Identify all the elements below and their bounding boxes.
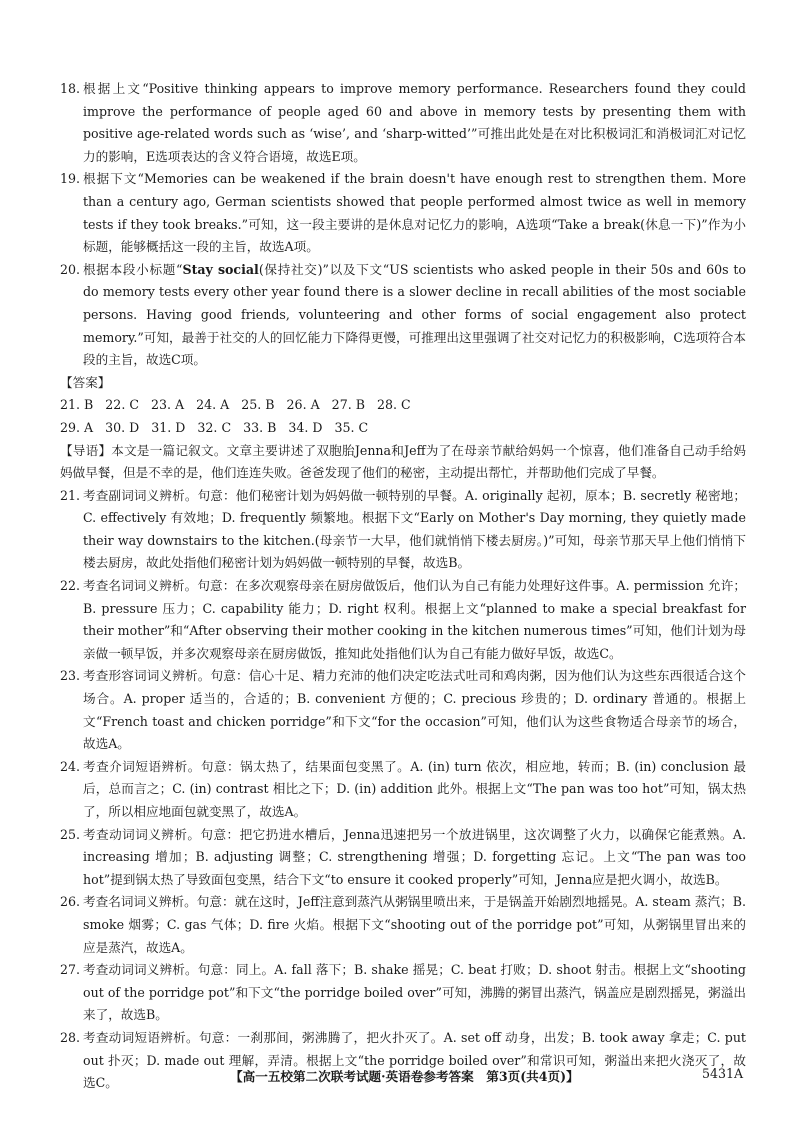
item-number: 18. (60, 81, 81, 96)
item-number: 28. (60, 1029, 81, 1045)
explanation-item (60, 756, 746, 824)
item-number: 27. (60, 962, 81, 978)
item-number: 23. (60, 668, 81, 684)
answer-row: 29. A 30. D 31. D 32. C 33. B 34. D 35. C (60, 419, 369, 435)
item-number: 21. (60, 487, 81, 503)
explanation-item-20 (60, 259, 746, 372)
item-text: 根据下文“Memories can be weakened if the brain doesn't have enough rest to strengthen them. More than a century ago, German scientists showed that people performed almost twice as well in memory tests if they took breaks.”可知，这一段主要讲的是休息对记忆力的影响，A选项“Take a break(休息一下)”作为小标题，能够概括这一段的主旨，故选A项。 (83, 171, 746, 255)
item-text: 考查形容词词义辨析。句意：信心十足、精力充沛的他们决定吃法式吐司和鸡肉粥，因为他们认为这些东西很适合这个场合。A. proper 适当的，合适的；B. convenient 方便的；C. precious 珍贵的；D. ordinary 普通的。根据上文“French toast and chicken porridge”和下文“for the occasion”可知，他们认为这些食物适合母亲节的场合，故选A。 (83, 668, 746, 752)
explanation-item (60, 824, 746, 892)
item-text: 考查动词短语辨析。句意：一刹那间，粥沸腾了，把火扑灭了。A. set off 动身，出发；B. took away 拿走；C. put out 扑灭；D. made out 理解，弄清。根据上文“the porridge boiled over”和常识可知，粥溢出来把火浇灭了，故选C。 (83, 1029, 746, 1091)
item-text: 考查动词词义辨析。句意：把它扔进水槽后，Jenna迅速把另一个放进锅里，这次调整了火力，以确保它能煮熟。A. increasing 增加；B. adjusting 调整；C. strengthening 增强；D. forgetting 忘记。上文“The pan was too hot”提到锅太热了导致面包变黑，结合下文“to ensure it cooked properly”可知，Jenna应是把火调小，故选B。 (83, 826, 746, 887)
explanations-21-28 (60, 440, 746, 1095)
answer-row: 21. B 22. C 23. A 24. A 25. B 26. A 27. B 28. C (60, 397, 411, 413)
item-text: 考查动词词义辨析。句意：同上。A. fall 落下；B. shake 摇晃；C. beat 打败；D. shoot 射击。根据上文“shooting out of the porridge pot”和下文“the porridge boiled over”可知，沸腾的粥冒出蒸汽，锅盖应是剧烈摇晃，粥溢出来了，故选B。 (83, 962, 746, 1023)
item-number: 20. (60, 261, 81, 277)
explanation-item (60, 78, 746, 168)
item-text: 考查名词词义辨析。句意：就在这时，Jeff注意到蒸汽从粥锅里喷出来，于是锅盖开始剧烈地摇晃。A. steam 蒸汽；B. smoke 烟雾；C. gas 气体；D. fire 火焰。根据下文“shooting out of the porridge pot”可知，从粥锅里冒出来的应是蒸汽，故选A。 (83, 894, 746, 955)
item-text: 考查介词短语辨析。句意：锅太热了，结果面包变黑了。A. (in) turn 依次，相应地，转而；B. (in) conclusion 最后，总而言之；C. (in) contrast 相比之下；D. (in) addition 此外。根据上文“The pan was too hot”可知，锅太热了，所以相应地面包就变黑了，故选A。 (83, 758, 746, 819)
explanation-item (60, 575, 746, 665)
item-number: 24. (60, 758, 81, 774)
footer-code: 5431A (702, 1066, 744, 1081)
item-text-post: (保持社交)”以及下文“US scientists who asked people in their 50s and 60s to do memory tests every other year found there is a slower decline in recall abilities of the most sociable persons. Having good friends, volunteering and other forms of social engagement also protect memory.”可知，最善于社交的人的回忆能力下降得更慢，可推理出这里强调了社交对记忆力的积极影响，C选项符合本段的主旨，故选C项。 (83, 261, 746, 368)
item-number: 22. (60, 578, 81, 594)
explanation-item (60, 485, 746, 575)
subtitle-stay-social: Stay social (182, 261, 259, 277)
item-text: 考查副词词义辨析。句意：他们秘密计划为妈妈做一顿特别的早餐。A. originally 起初，原本；B. secretly 秘密地；C. effectively 有效地；D. frequently 频繁地。根据下文“Early on Mother's Day morning, they quietly made their way downstairs to the kitchen.(母亲节一大早，他们就悄悄下楼去厨房。)”可知，母亲节那天早上他们悄悄下楼去厨房，故此处指他们秘密计划为妈妈做一顿特别的早餐，故选B。 (83, 487, 746, 571)
item-text: 根据上文“Positive thinking appears to improve memory performance. Researchers found they could improve the performance of people aged 60 and above in memory tests by presenting them with positive age-related words such as ‘wise’, and ‘sharp-witted’”可推出此处是在对比积极词汇和消极词汇对记忆力的影响，E选项表达的含义符合语境，故选E项。 (83, 81, 746, 164)
explanation-item (60, 665, 746, 755)
explanation-item (60, 959, 746, 1027)
explanations-18-19 (60, 78, 746, 372)
explanation-item (60, 168, 746, 258)
answer-header: 【答案】 (60, 374, 111, 390)
answer-key-page (60, 78, 746, 1095)
item-text-pre: 根据本段小标题“ (83, 261, 183, 277)
item-number: 19. (60, 171, 81, 187)
item-number: 25. (60, 826, 81, 842)
guide-paragraph: 【导语】本文是一篇记叙文。文章主要讲述了双胞胎Jenna和Jeff为了在母亲节献给妈妈一个惊喜，他们准备自己动手给妈妈做早餐，但是不幸的是，他们连连失败。爸爸发现了他们的秘密，主动提出帮忙，并帮助他们完成了早餐。 (60, 442, 746, 481)
explanation-item (60, 891, 746, 959)
item-number: 26. (60, 894, 81, 910)
item-text: 考查名词词义辨析。句意：在多次观察母亲在厨房做饭后，他们认为自己有能力处理好这件事。A. permission 允许；B. pressure 压力；C. capability 能力；D. right 权利。根据上文“planned to make a special breakfast for their mother”和“After observing their mother cooking in the kitchen numerous times”可知，他们计划为母亲做一顿早饭，并多次观察母亲在厨房做饭，推知此处指他们认为自己有能力做好早饭，故选C。 (83, 578, 746, 661)
footer-title: 【高一五校第二次联考试题·英语卷参考答案 第3页(共4页)】 (230, 1069, 579, 1084)
